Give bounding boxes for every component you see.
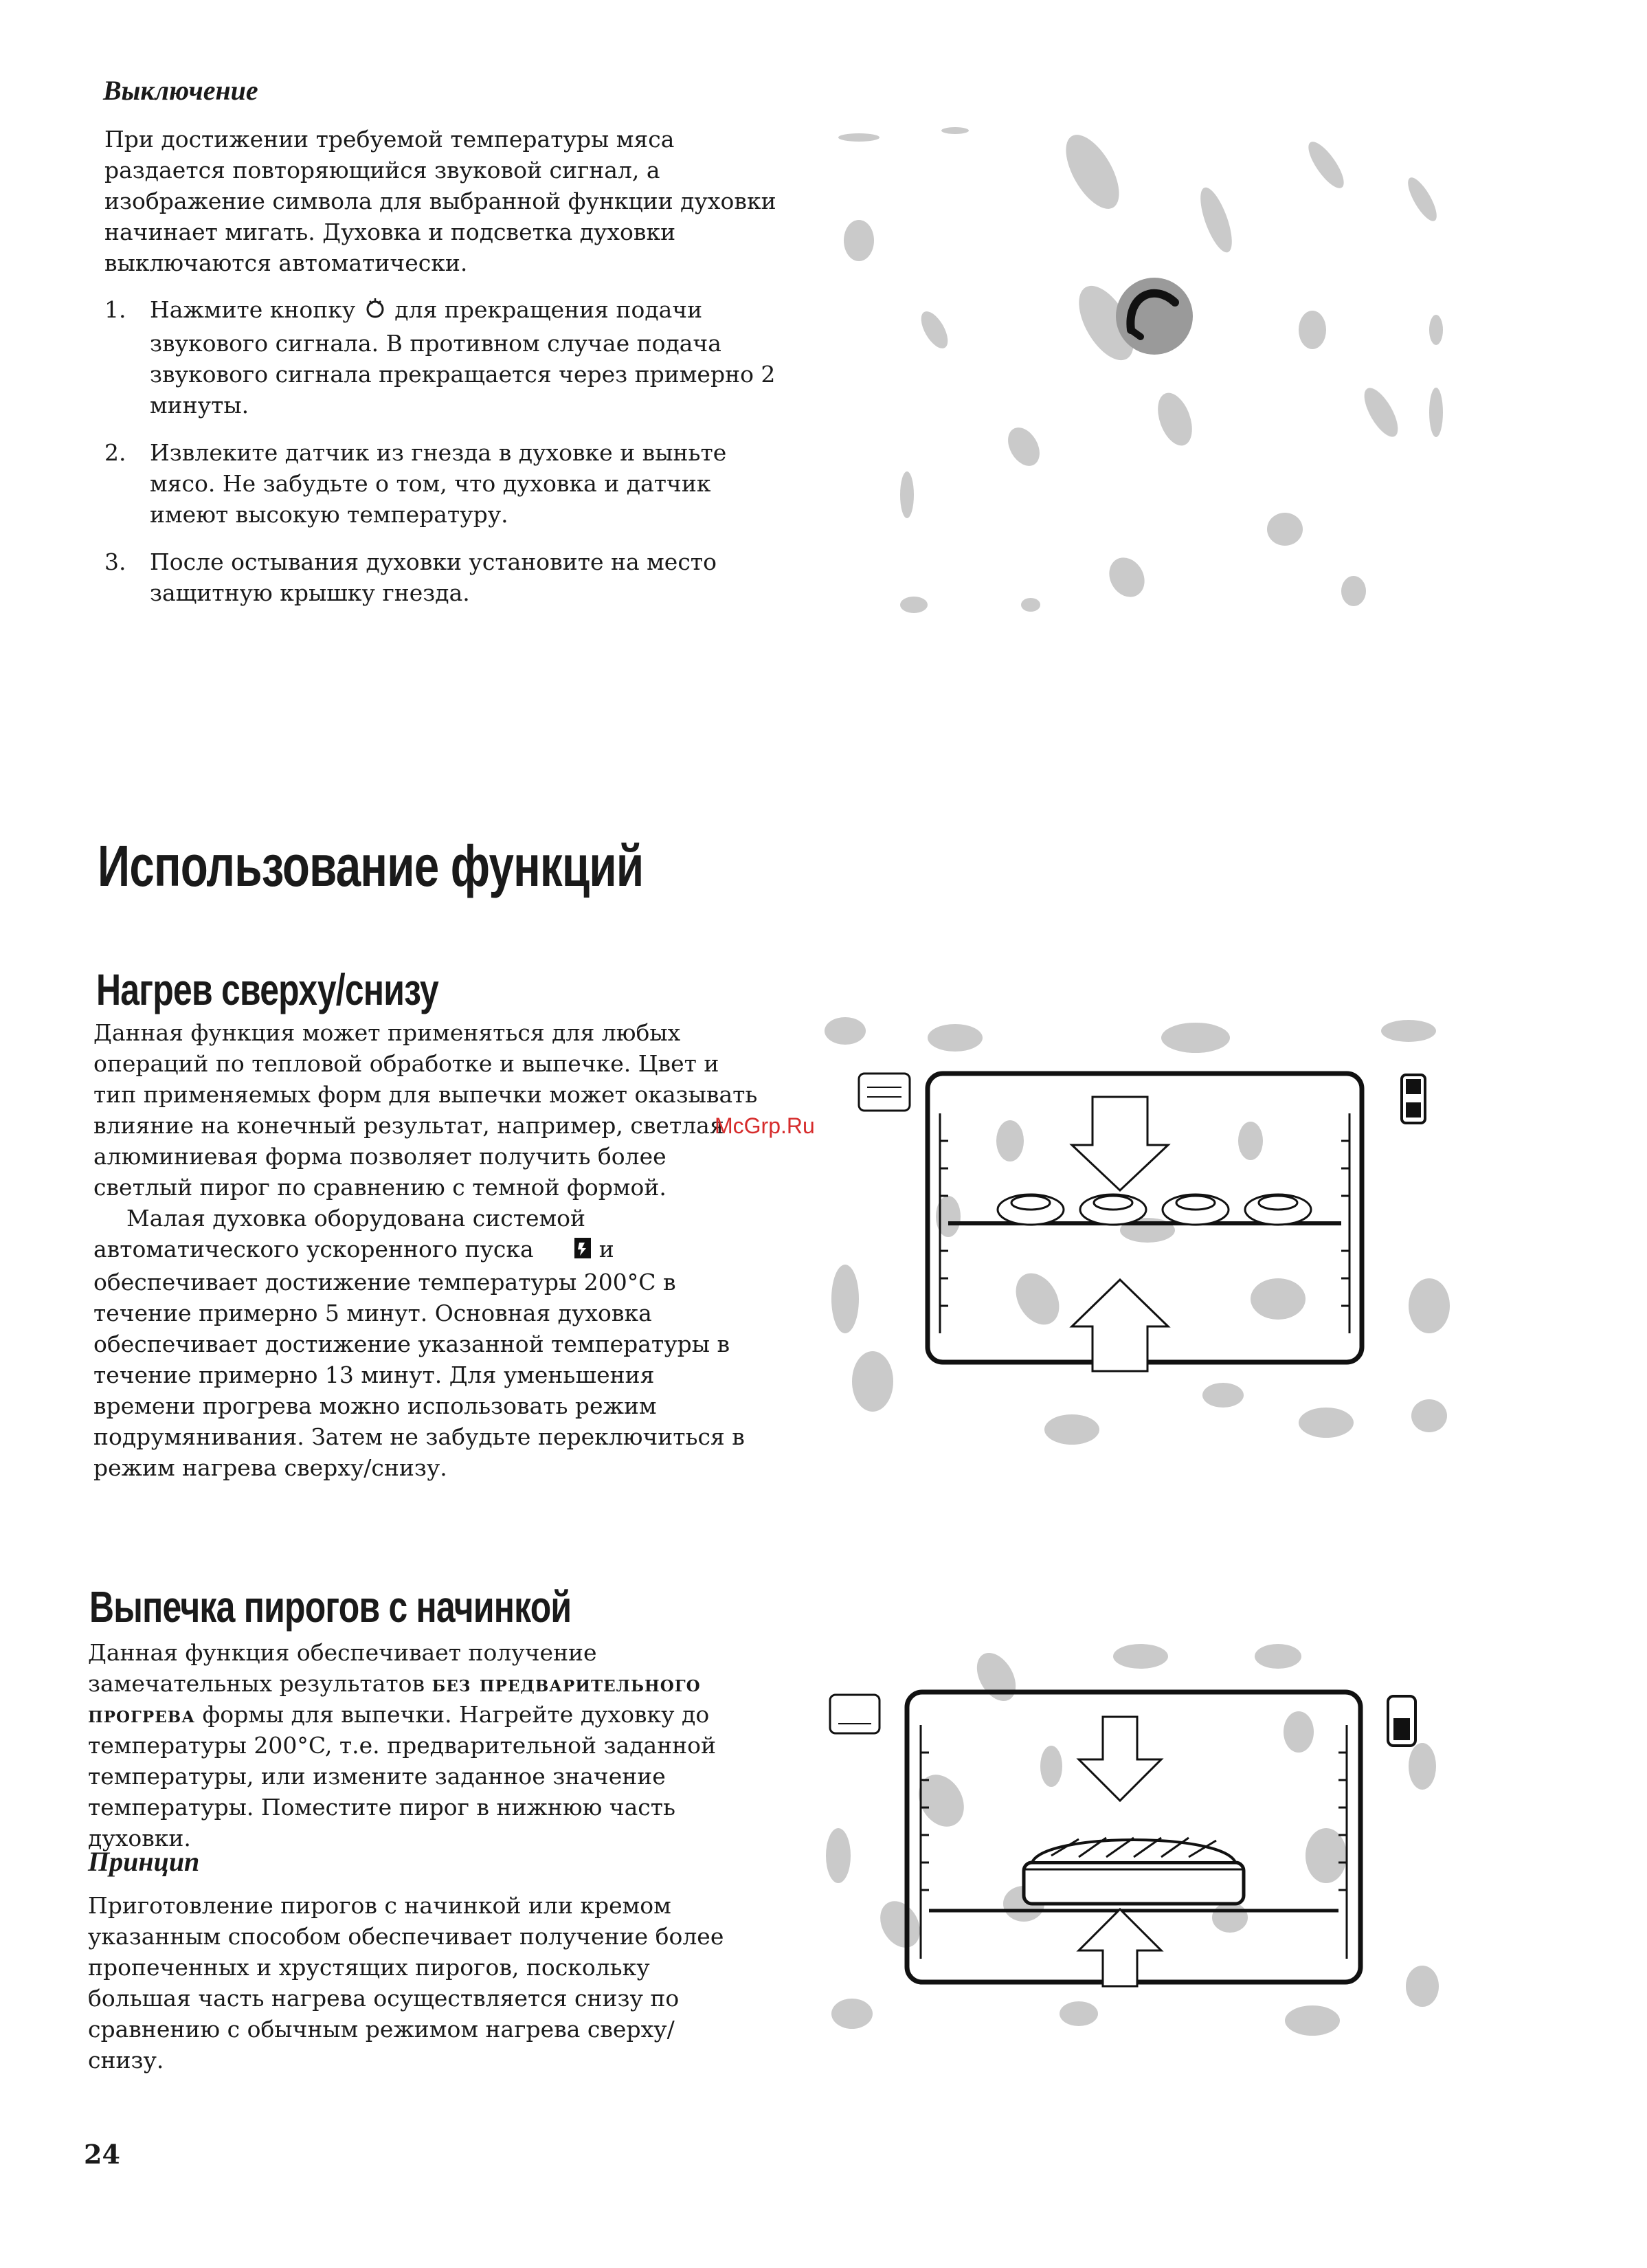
main-title: Использование функций bbox=[98, 834, 644, 898]
top-bottom-title: Нагрев сверху/снизу bbox=[96, 965, 438, 1014]
speckle-texture bbox=[825, 1017, 1450, 1445]
oven-symbol-icon bbox=[1388, 1696, 1415, 1746]
paragraph-text: Малая духовка оборудована системой автоматического ускоренного пуска bbox=[93, 1205, 586, 1263]
emphasis-text: без предварительного прогрева bbox=[88, 1670, 701, 1728]
function-indicator-icon bbox=[830, 1695, 879, 1733]
control-knob-figure bbox=[831, 124, 1470, 632]
principle-text bbox=[88, 1890, 748, 2076]
paragraph-text: и обеспечивает достижение температуры 200°C в течение примерно 5 минут. Основная духовка обеспечивает достижение указанной температуры в течение примерно 13 минут. Для уменьшения времени прогрева можно использовать режим подрумянивания. Затем не забудьте переключиться в режим нагрева сверху/снизу. bbox=[93, 1236, 745, 1481]
step-text: После остывания духовки установите на место защитную крышку гнезда. bbox=[150, 548, 717, 606]
pie-baking-diagram bbox=[818, 1629, 1477, 2055]
top-bottom-heat-diagram bbox=[825, 1010, 1470, 1464]
off-heading: Выключение bbox=[103, 75, 258, 106]
step-text: Извлеките датчик из гнезда в духовке и выньте мясо. Не забудьте о том, что духовка и датчик имеют высокую температуру. bbox=[150, 438, 727, 528]
heat-down-arrow-icon bbox=[1072, 1097, 1168, 1190]
off-steps-list bbox=[104, 294, 785, 625]
top-bottom-text bbox=[93, 1017, 760, 1483]
rapid-start-icon bbox=[541, 1236, 592, 1267]
pies-text bbox=[88, 1637, 765, 1854]
heat-up-arrow-icon bbox=[1072, 1280, 1168, 1371]
paragraph-text: формы для выпечки. Нагрейте духовку до температуры 200°C, т.е. предварительной заданной температуры, или измените заданное значение температуры. Поместите пирог в нижнюю часть духовки. bbox=[88, 1701, 717, 1852]
heat-up-arrow-icon bbox=[1079, 1909, 1161, 1986]
off-intro bbox=[104, 124, 792, 278]
speckle-texture bbox=[838, 126, 1443, 613]
off-step-1 bbox=[104, 294, 785, 421]
off-step-3 bbox=[104, 546, 785, 608]
heat-down-arrow-icon bbox=[1079, 1717, 1161, 1801]
paragraph-text: Данная функция обеспечивает получение замечательных результатов bbox=[88, 1639, 597, 1697]
pies-title: Выпечка пирогов с начинкой bbox=[89, 1582, 572, 1632]
step-number: 2. bbox=[104, 438, 126, 466]
top-bottom-paragraph-1: Данная функция может применяться для любых операций по тепловой обработке и выпечке. Цвет и тип применяемых форм для выпечки может оказывать влияние на конечный результат, например, светлая алюминиевая форма позволяет получить более светлый пирог по сравнению с темной формой. bbox=[93, 1019, 758, 1201]
off-intro-text: При достижении требуемой температуры мяса раздается повторяющийся звуковой сигнал, а изображение символа для выбранной функции духовки начинает мигать. Духовка и подсветка духовки выключаются автоматически. bbox=[104, 126, 776, 276]
top-bottom-paragraph-2 bbox=[93, 1203, 760, 1483]
stop-signal-button-icon bbox=[363, 296, 388, 328]
page-number: 24 bbox=[84, 2139, 120, 2170]
step-number: 3. bbox=[104, 548, 126, 575]
step-text: для прекращения подачи звукового сигнала. В противном случае подача звукового сигнала прекращается через примерно 2 минуты. bbox=[150, 296, 776, 419]
step-text: Нажмите кнопку bbox=[150, 296, 356, 323]
watermark: McGrp.Ru bbox=[715, 1113, 815, 1138]
pies-paragraph-1 bbox=[88, 1637, 765, 1854]
principle-heading: Принцип bbox=[88, 1846, 200, 1877]
function-indicator-icon bbox=[859, 1074, 910, 1111]
step-number: 1. bbox=[104, 296, 126, 323]
principle-paragraph: Приготовление пирогов с начинкой или кремом указанным способом обеспечивает получение более пропеченных и хрустящих пирогов, поскольку большая часть нагрева осуществляется снизу по сравнению с обычным режимом нагрева сверху/снизу. bbox=[88, 1892, 724, 2074]
knob-icon bbox=[1116, 278, 1193, 355]
oven-symbol-icon bbox=[1402, 1075, 1425, 1123]
pie-dish bbox=[1024, 1838, 1244, 1904]
off-step-2 bbox=[104, 437, 785, 530]
